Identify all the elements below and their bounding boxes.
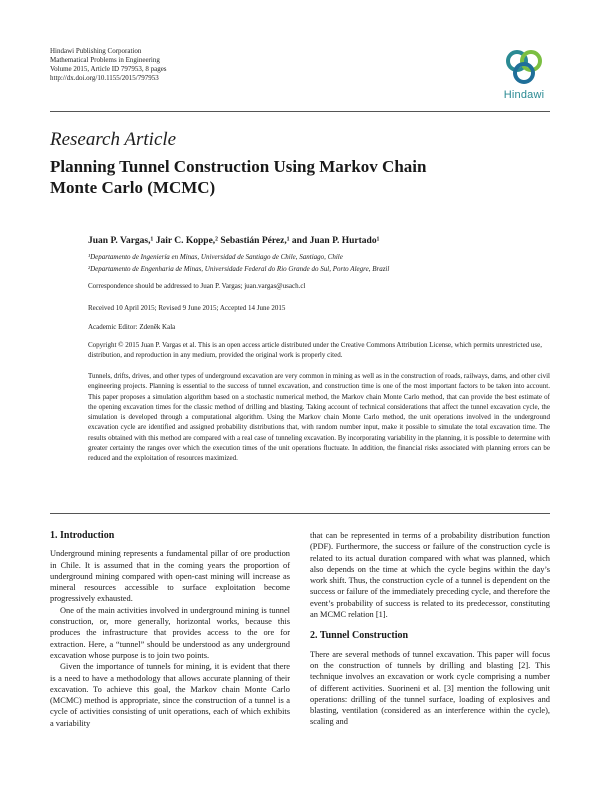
hindawi-logo-icon <box>503 47 545 87</box>
author-list: Juan P. Vargas,¹ Jair C. Koppe,² Sebastián Pérez,¹ and Juan P. Hurtado¹ <box>88 236 380 246</box>
intro-paragraph-continued: that can be represented in terms of a probability distribution function (PDF). Furthermore, the success or failure of the construction cycle is related to its actual duration compared with what was planned, which also depends on the time at which the cycle begins within the day’s work shift. Thus, the construction cycle of a tunnel is dependent on the success or failure of the immediately preceding cycle, and therefore the event’s probability of success is related to its predecessor, constituting an MCMC relation [1]. <box>310 531 550 620</box>
academic-editor: Academic Editor: Zdeněk Kala <box>88 323 176 331</box>
affiliation-1: ¹Departamento de Ingeniería en Minas, Universidad de Santiago de Chile, Santiago, Chile <box>88 253 343 261</box>
copyright-notice: Copyright © 2015 Juan P. Vargas et al. This is an open access article distributed under the Creative Commons Attribution License, which permits unrestricted use, distribution, and reproduction in any medium, provided the original work is properly cited. <box>88 341 543 359</box>
abstract-rule <box>50 513 550 514</box>
paper-title: Planning Tunnel Construction Using Markov Chain Monte Carlo (MCMC) <box>50 157 427 197</box>
journal-name: Mathematical Problems in Engineering <box>50 56 160 64</box>
correspondence: Correspondence should be addressed to Juan P. Vargas; juan.vargas@usach.cl <box>88 282 306 290</box>
hindawi-logo <box>493 47 555 107</box>
header-rule <box>50 111 550 112</box>
right-column <box>310 530 550 728</box>
intro-paragraph-1: Underground mining represents a fundamental pillar of ore production in Chile. It is assumed that in the coming years the proportion of underground mining compared with open-cast mining will increase as mineral resources accessible to surface exploitation become progressively exhausted. <box>50 549 290 604</box>
volume-info: Volume 2015, Article ID 797953, 8 pages <box>50 65 167 73</box>
intro-paragraph-2: One of the main activities involved in underground mining is tunnel construction, or, more generally, horizontal works, because this produces the infrastructure that provides access to the ore for extraction. Here, a “tunnel” should be understood as any underground excavation whose purpose is to join two points. <box>50 605 290 660</box>
tunnel-construction-heading: 2. Tunnel Construction <box>310 630 409 642</box>
publication-info <box>50 47 167 83</box>
publication-dates: Received 10 April 2015; Revised 9 June 2015; Accepted 14 June 2015 <box>88 304 286 312</box>
introduction-heading: 1. Introduction <box>50 530 115 541</box>
hindawi-logo-text: Hindawi <box>503 89 545 101</box>
affiliation-2: ²Departamento de Engenharia de Minas, Universidade Federal do Rio Grande do Sul, Porto Alegre, Brazil <box>88 265 390 273</box>
article-type: Research Article <box>50 129 177 150</box>
publisher-name: Hindawi Publishing Corporation <box>50 47 142 55</box>
abstract: Tunnels, drifts, drives, and other types of underground excavation are very common in mining as well as in the construction of roads, railways, dams, and other civil engineering projects. Planning is essential to the success of tunnel excavation, and construction time is one of the most important factors to be taken into account. This paper proposes a simulation algorithm based on a stochastic numerical method, the Markov chain Monte Carlo method, that can provide the best estimate of the opening excavation times for the classic method of drilling and blasting. Taking account of technical considerations that affect the tunnel excavation cycle, the simulation is developed through a computational algorithm. Using the Markov chain Monte Carlo method, the unit operations involved in the underground excavation cycle are identified and assigned probability distributions that, with random number input, make it possible to simulate the total excavation time. The results obtained with this method are compared with a real case of tunneling excavation. By incorporating variability in the planning, it is possible to determine with greater certainty the ranges over which the execution times of the unit operations fluctuate. In addition, the financial risks associated with planning errors can be reduced and the exploitation of resources maximized. <box>88 372 550 463</box>
tunnel-paragraph-1: There are several methods of tunnel excavation. This paper will focus on the construction of tunnels by drilling and blasting [2]. This technique involves an excavation or work cycle comprising a number of different activities. Suorineni et al. [3] mention the following unit operations: drilling of the tunnel surface, loading of explosives and blasting, ventilation (considered as an interference within the cycle), scaling and <box>310 649 550 727</box>
intro-paragraph-3: Given the importance of tunnels for mining, it is evident that there is a need to have a methodology that allows accurate planning of their excavation. To achieve this goal, the Markov chain Monte Carlo (MCMC) method is appropriate, since the construction of a tunnel is a cycle of activities consisting of unit operations, each of which exhibits a variability <box>50 662 290 728</box>
doi-link[interactable]: http://dx.doi.org/10.1155/2015/797953 <box>50 74 159 82</box>
left-column <box>50 530 290 729</box>
